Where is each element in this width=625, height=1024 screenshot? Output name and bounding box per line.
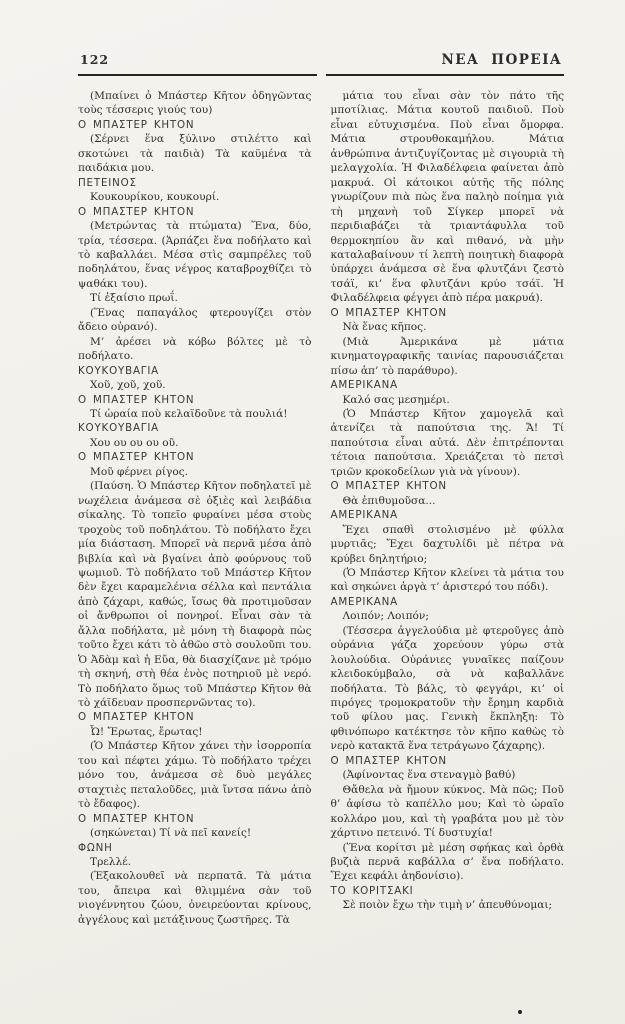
speaker-heading: ΦΩΝΗ	[78, 841, 113, 854]
dialogue-line: (Μετρώντας τὰ πτώματα) Ἕνα, δύο, τρία, τέσσερα. (Ἁρπάζει ἕνα ποδήλατο καὶ τὸ καβαλλάει. Μέσα στὶς σαμπρέλες τοῦ ποδηλάτου, ἕνας νέγρος καταβροχθίζει τὸ ψαθάκι του).	[78, 220, 312, 290]
header-rule	[78, 74, 564, 76]
speaker-heading: ΑΜΕΡΙΚΑΝΑ	[330, 509, 398, 522]
speaker-heading: Ο ΜΠΑΣΤΕΡ ΚΗΤΟΝ	[78, 812, 195, 825]
stage-direction: (Τέσσερα ἀγγελούδια μὲ φτεροῦγες ἀπὸ οὐράνια γάζα χορεύουν γύρω στὰ λουλούδια. Οὐράνιες γυναῖκες παίζουν κλειδοκύμβαλο, σὰ νὰ καβαλλᾶνε ποδήλατα. Τὸ βάλς, τὸ φεγγάρι, κι’ οἱ πιρόγες τρομοκρατοῦν τὴν ἔρημη καρδιὰ τοῦ φίλου μας. Γενικὴ ἔκπληξη: Τὸ φθινόπωρο κατέκτησε τὸν κῆπο καθὼς τὸ νερὸ κατακτᾶ ἕνα τετράγωνο ζάχαρης).	[330, 624, 564, 753]
stage-direction: (Μιὰ Ἀμερικάνα μὲ μάτια κινηματογραφικῆς ταινίας παρουσιάζεται πίσω ἀπ’ τὸ παράθυρο).	[330, 335, 564, 377]
stage-direction: (Ἕνας παπαγάλος φτερουγίζει στὸν ἄδειο οὐρανό).	[78, 306, 312, 334]
header-rule-right-segment	[326, 74, 565, 76]
header-rule-left-segment	[78, 74, 317, 76]
speaker-heading: Ο ΜΠΑΣΤΕΡ ΚΗΤΟΝ	[330, 480, 447, 493]
dialogue-line: Τρελλέ.	[90, 856, 132, 869]
speaker-heading: ΤΟ ΚΟΡΙΤΣΑΚΙ	[330, 884, 414, 897]
dialogue-line: Μ’ ἀρέσει νὰ κόβω βόλτες μὲ τὸ ποδήλατο.	[78, 335, 312, 363]
text-column-left	[78, 89, 312, 927]
text-columns	[78, 89, 564, 927]
speaker-heading: Ο ΜΠΑΣΤΕΡ ΚΗΤΟΝ	[330, 754, 447, 767]
stage-direction: μάτια του εἶναι σὰν τὸν πάτο τῆς μποτίλιας. Μάτια κουτοῦ παιδιοῦ. Ποὺ εἶναι εὐτυχισμένα. Ποὺ εἶναι ὄμορφα. Μάτια στρουθοκαμήλου. Μάτια ἀνθρώπινα ἀντιζυγίζοντας μὲ σιγουριὰ τὴ μελαγχολία. Ἡ Φιλαδέλφεια φαίνεται ἀπὸ μακρυά. Οἱ κάτοικοι αὐτῆς τῆς πόλης γνωρίζουν πιὰ πὼς ἕνα παληὸ ποίημα γιὰ τὴ μηχανὴ τοῦ Σίγκερ μπορεῖ νὰ περιδιαβάζει τὰ τριαντάφυλλα τοῦ θερμοκηπίου ἂν καὶ πιθανό, νὰ μὴν καταλαβαίνουν τί λεπτὴ ποιητικὴ διαφορὰ ὑπάρχει ἀνάμεσα σὲ ἕνα φλυτζάνι ζεστὸ τσάϊ, κι’ ἕνα φλυτζάνι κρύο τσάϊ. Ἡ Φιλαδέλφεια φέγγει ἀπὸ πέρα μακρυά).	[330, 90, 564, 305]
speaker-heading: Ο ΜΠΑΣΤΕΡ ΚΗΤΟΝ	[78, 205, 195, 218]
speaker-heading: ΚΟΥΚΟΥΒΑΓΙΑ	[78, 364, 160, 377]
speaker-heading: Ο ΜΠΑΣΤΕΡ ΚΗΤΟΝ	[78, 393, 195, 406]
speaker-heading: ΚΟΥΚΟΥΒΑΓΙΑ	[78, 422, 160, 435]
dialogue-line: Ὦ! Ἔρωτας, ἔρωτας!	[90, 725, 203, 738]
dialogue-line: Χοῦ, χοῦ, χοῦ.	[90, 379, 166, 392]
dialogue-line: Λοιπόν; Λοιπόν;	[342, 610, 429, 623]
dialogue-line: Σὲ ποιὸν ἔχω τὴν τιμὴ ν’ ἀπευθύνομαι;	[342, 899, 553, 912]
stage-direction: (Ὁ Μπάστερ Κῆτον χαμογελᾶ καὶ ἀτενίζει τὰ παπούτσια της. Ἄ! Τί παπούτσια εἶναι αὐτά. Δὲν ἐπιτρέπονται τέτοια παπούτσια. Χρειάζεται τὸ πετσὶ τριῶν κροκοδείλων γιὰ νὰ γίνουν).	[330, 407, 564, 478]
speaker-heading: Ο ΜΠΑΣΤΕΡ ΚΗΤΟΝ	[78, 118, 195, 131]
dialogue-line: Μοῦ φέρνει ρίγος.	[90, 465, 189, 478]
dialogue-line: Νὰ ἕνας κῆπος.	[342, 321, 427, 334]
page-header	[78, 52, 564, 74]
stage-direction: (Ἐξακολουθεῖ νὰ περπατᾶ. Τὰ μάτια του, ἄπειρα καὶ θλιμμένα σὰν τοῦ νιογέννητου ζώου, ὀνειρεύονται κρίνους, ἀγγέλους καὶ μετάξινους ζωστῆρες. Τὰ	[78, 870, 312, 926]
page-number: 122	[80, 52, 110, 67]
dialogue-line: Τί ὡραία ποὺ κελαϊδοῦνε τὰ πουλιά!	[90, 407, 288, 420]
dialogue-line: Θὰ ἐπιθυμοῦσα...	[342, 494, 436, 507]
dialogue-line: Ἔχει σπαθὶ στολισμένο μὲ φύλλα μυρτιᾶς; Ἔχει δαχτυλίδι μὲ πέτρα νὰ κρύβει δηλητήριο;	[330, 523, 564, 565]
stage-direction: (Ὁ Μπάστερ Κῆτον χάνει τὴν ἰσορροπία του καὶ πέφτει χάμω. Τὸ ποδήλατο τρέχει μόνο του, ἀνάμεσα σὲ δυὸ μεγάλες σταχτιὲς πεταλοῦδες, μιὰ ἴντσα πάνω ἀπὸ τὸ ἔδαφος).	[78, 740, 312, 811]
dialogue-line: Τί ἐξαίσιο πρωΐ.	[90, 292, 178, 305]
speaker-heading: ΠΕΤΕΙΝΟΣ	[78, 176, 137, 189]
speaker-heading: Ο ΜΠΑΣΤΕΡ ΚΗΤΟΝ	[330, 306, 447, 319]
speaker-heading: ΑΜΕΡΙΚΑΝΑ	[330, 379, 398, 392]
dialogue-line: Καλό σας μεσημέρι.	[342, 393, 450, 406]
stage-direction: (Παύση. Ὁ Μπάστερ Κῆτον ποδηλατεῖ μὲ νωχέλεια ἀνάμεσα σὲ ὀξιὲς καὶ λειβάδια σίκαλης. Τὸ τοπεῖο φυραίνει μέσα στοὺς τροχοὺς τοῦ ποδηλάτου. Τὸ ποδήλατο ἔχει μία διάσταση. Μπορεῖ νὰ περνᾶ μέσα ἀπὸ βιβλία καὶ νὰ βγαίνει ἀπὸ φούρνους τοῦ ψωμιοῦ. Τὸ ποδήλατο τοῦ Μπάστερ Κῆτον δὲν ἔχει καραμελένια σέλλα καὶ πεντάλια ἀπὸ ζάχαρι, καθώς, ἴσως θὰ προτιμοῦσαν οἱ ἄνθρωποι οἱ πονηροί. Εἶναι σὰν τὰ ἄλλα ποδήλατα, μὲ μόνη τὴ διαφορὰ πὼς τοῦτο ἔχει κάτι τὸ ἀθῶο στὸ σουλοῦπι του. Ὁ Ἀδὰμ καὶ ἡ Εὔα, θὰ διασχίζανε μὲ τρόμο τὴ σκηνή, στὴ θέα ἑνὸς ποτηριοῦ μὲ νερό. Τὸ ποδήλατο ὅμως τοῦ Μπάστερ Κῆτον θὰ τὸ χάϊδευαν προσπερνῶντας το).	[78, 480, 312, 710]
speaker-heading: Ο ΜΠΑΣΤΕΡ ΚΗΤΟΝ	[78, 451, 195, 464]
speaker-heading: ΑΜΕΡΙΚΑΝΑ	[330, 595, 398, 608]
stage-direction: (Ἀφίνοντας ἕνα στεναγμὸ βαθύ)	[342, 769, 516, 782]
dialogue-line: (Σέρνει ἕνα ξύλινο στιλέττο καὶ σκοτώνει τὰ παιδιὰ) Τὰ καϋμένα τὰ παιδάκια μου.	[78, 133, 312, 175]
text-column-right	[331, 89, 565, 927]
printers-mark-dot	[518, 1010, 522, 1014]
stage-direction: (Ὁ Μπάστερ Κῆτον κλείνει τὰ μάτια του καὶ σηκώνει ἀργὰ τ’ ἀριστερό του πόδι).	[330, 566, 564, 594]
dialogue-line: Κουκουρίκου, κουκουρί.	[90, 191, 220, 204]
dialogue-line: Χου ου ου ου οῦ.	[90, 436, 179, 449]
magazine-page	[78, 52, 564, 927]
stage-direction: (Μπαίνει ὁ Μπάστερ Κῆτον ὁδηγῶντας τοὺς τέσσερις γιούς του)	[78, 90, 312, 117]
stage-direction: (Ἕνα κορίτσι μὲ μέση σφήκας καὶ ὀρθὰ βυζιὰ περνᾶ καβάλλα σ’ ἕνα ποδήλατο. Ἔχει κεφάλι ἀηδονίσιο).	[330, 841, 564, 883]
dialogue-line: (σηκώνεται) Τί νὰ πεῖ κανείς!	[90, 827, 252, 840]
journal-title: ΝΕΑ ΠΟΡΕΙΑ	[441, 52, 562, 68]
speaker-heading: Ο ΜΠΑΣΤΕΡ ΚΗΤΟΝ	[78, 711, 195, 724]
dialogue-line: Θἄθελα νὰ ἤμουν κύκνος. Μὰ πῶς; Ποῦ θ’ ἀφίσω τὸ καπέλλο μου; Καὶ τὸ ὡραῖο κολλάρο μου, καὶ τὴ γραβάτα μου μὲ τὸν χάρτινο πετεινό. Τί δυστυχία!	[330, 783, 564, 840]
